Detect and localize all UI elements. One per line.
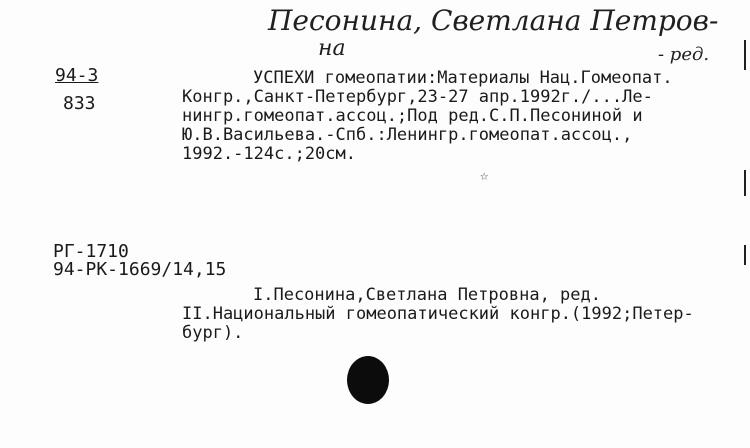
call-number-bottom: 833: [63, 93, 96, 114]
handwritten-author-heading: Песонина, Светлана Петров-: [268, 4, 719, 37]
tracing-line-1: I.Песонина,Светлана Петровна, ред.: [253, 285, 601, 305]
registration-number: РГ-1710: [53, 241, 129, 262]
handwritten-editor-note: - ред.: [658, 44, 710, 65]
card-edge-mark-bottom: [744, 245, 746, 265]
call-number-top: 94-3: [55, 65, 99, 86]
record-line-5: 1992.-124с.;20см.: [182, 144, 356, 164]
record-line-4: Ю.В.Васильева.-Спб.:Ленингр.гомеопат.ассоц.,: [182, 125, 633, 145]
card-punch-hole: [347, 356, 389, 404]
inventory-number: 94-РК-1669/14,15: [53, 259, 227, 280]
record-line-1: УСПЕХИ гомеопатии:Материалы Нац.Гомеопат.: [253, 68, 673, 88]
handwritten-author-continuation: на: [318, 36, 346, 61]
tracing-line-2: II.Национальный гомеопатический конгр.(1992;Петер-: [182, 304, 694, 324]
star-mark-icon: ☆: [480, 168, 489, 184]
card-edge-mark-top: [744, 40, 746, 70]
record-line-3: нингр.гомеопат.ассоц.;Под ред.С.П.Песониной и: [182, 106, 643, 126]
record-line-2: Конгр.,Санкт-Петербург,23-27 апр.1992г./...Ле-: [182, 87, 653, 107]
card-edge-mark-middle: [744, 170, 746, 196]
tracing-line-3: бург).: [182, 323, 244, 343]
